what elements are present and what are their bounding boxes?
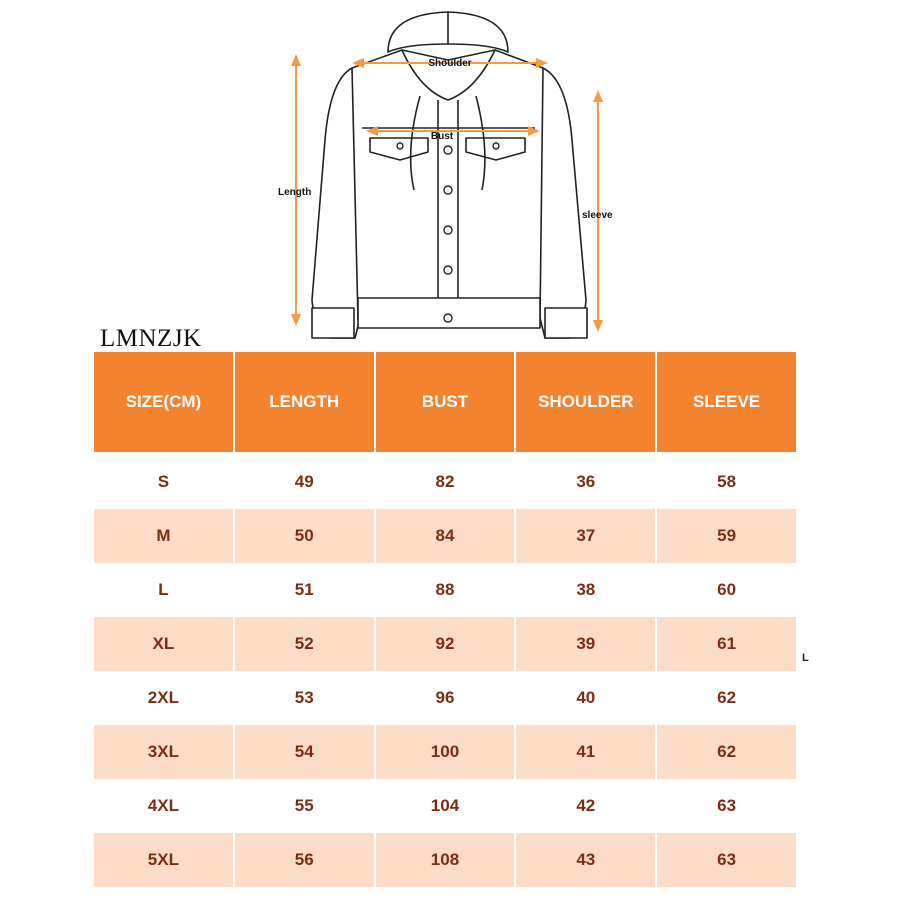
cell-sleeve: 62 [657,671,796,725]
cell-shoulder: 38 [516,563,655,617]
table-row [94,563,796,617]
header-sleeve: SLEEVE [657,352,796,452]
cell-size: S [94,452,233,509]
cell-size: 3XL [94,725,233,779]
cell-size: L [94,563,233,617]
jacket-illustration [0,0,900,350]
table-row [94,671,796,725]
bust-label: Bust [430,131,454,142]
cell-sleeve: 63 [657,833,796,887]
size-chart-table [92,352,798,887]
cell-shoulder: 39 [516,617,655,671]
cell-length: 54 [235,725,374,779]
cell-length: 50 [235,509,374,563]
cell-shoulder: 41 [516,725,655,779]
header-length: LENGTH [235,352,374,452]
cell-length: 52 [235,617,374,671]
cell-length: 53 [235,671,374,725]
cell-shoulder: 36 [516,452,655,509]
cell-bust: 88 [376,563,515,617]
table-row [94,617,796,671]
cell-bust: 84 [376,509,515,563]
table-row [94,452,796,509]
cell-bust: 108 [376,833,515,887]
header-bust: BUST [376,352,515,452]
cell-size: XL [94,617,233,671]
cell-sleeve: 58 [657,452,796,509]
table-row [94,509,796,563]
table-row [94,833,796,887]
cell-length: 51 [235,563,374,617]
length-label: Length [278,187,312,198]
cell-shoulder: 40 [516,671,655,725]
brand-name: LMNZJK [100,325,202,352]
sleeve-label: sleeve [582,210,613,221]
cell-size: 2XL [94,671,233,725]
cell-sleeve: 63 [657,779,796,833]
cell-bust: 104 [376,779,515,833]
shoulder-label: Shoulder [428,58,472,69]
cell-bust: 96 [376,671,515,725]
table-row [94,779,796,833]
table-header-row [94,352,796,452]
cell-shoulder: 42 [516,779,655,833]
cell-size: M [94,509,233,563]
cell-bust: 92 [376,617,515,671]
cell-sleeve: 62 [657,725,796,779]
table-row [94,725,796,779]
cell-shoulder: 37 [516,509,655,563]
cell-sleeve: 61 [657,617,796,671]
cell-sleeve: 59 [657,509,796,563]
stray-mark: L [802,652,809,664]
cell-sleeve: 60 [657,563,796,617]
cell-size: 5XL [94,833,233,887]
cell-bust: 100 [376,725,515,779]
cell-size: 4XL [94,779,233,833]
cell-length: 56 [235,833,374,887]
cell-bust: 82 [376,452,515,509]
header-shoulder: SHOULDER [516,352,655,452]
header-size: SIZE(CM) [94,352,233,452]
cell-length: 49 [235,452,374,509]
cell-length: 55 [235,779,374,833]
cell-shoulder: 43 [516,833,655,887]
